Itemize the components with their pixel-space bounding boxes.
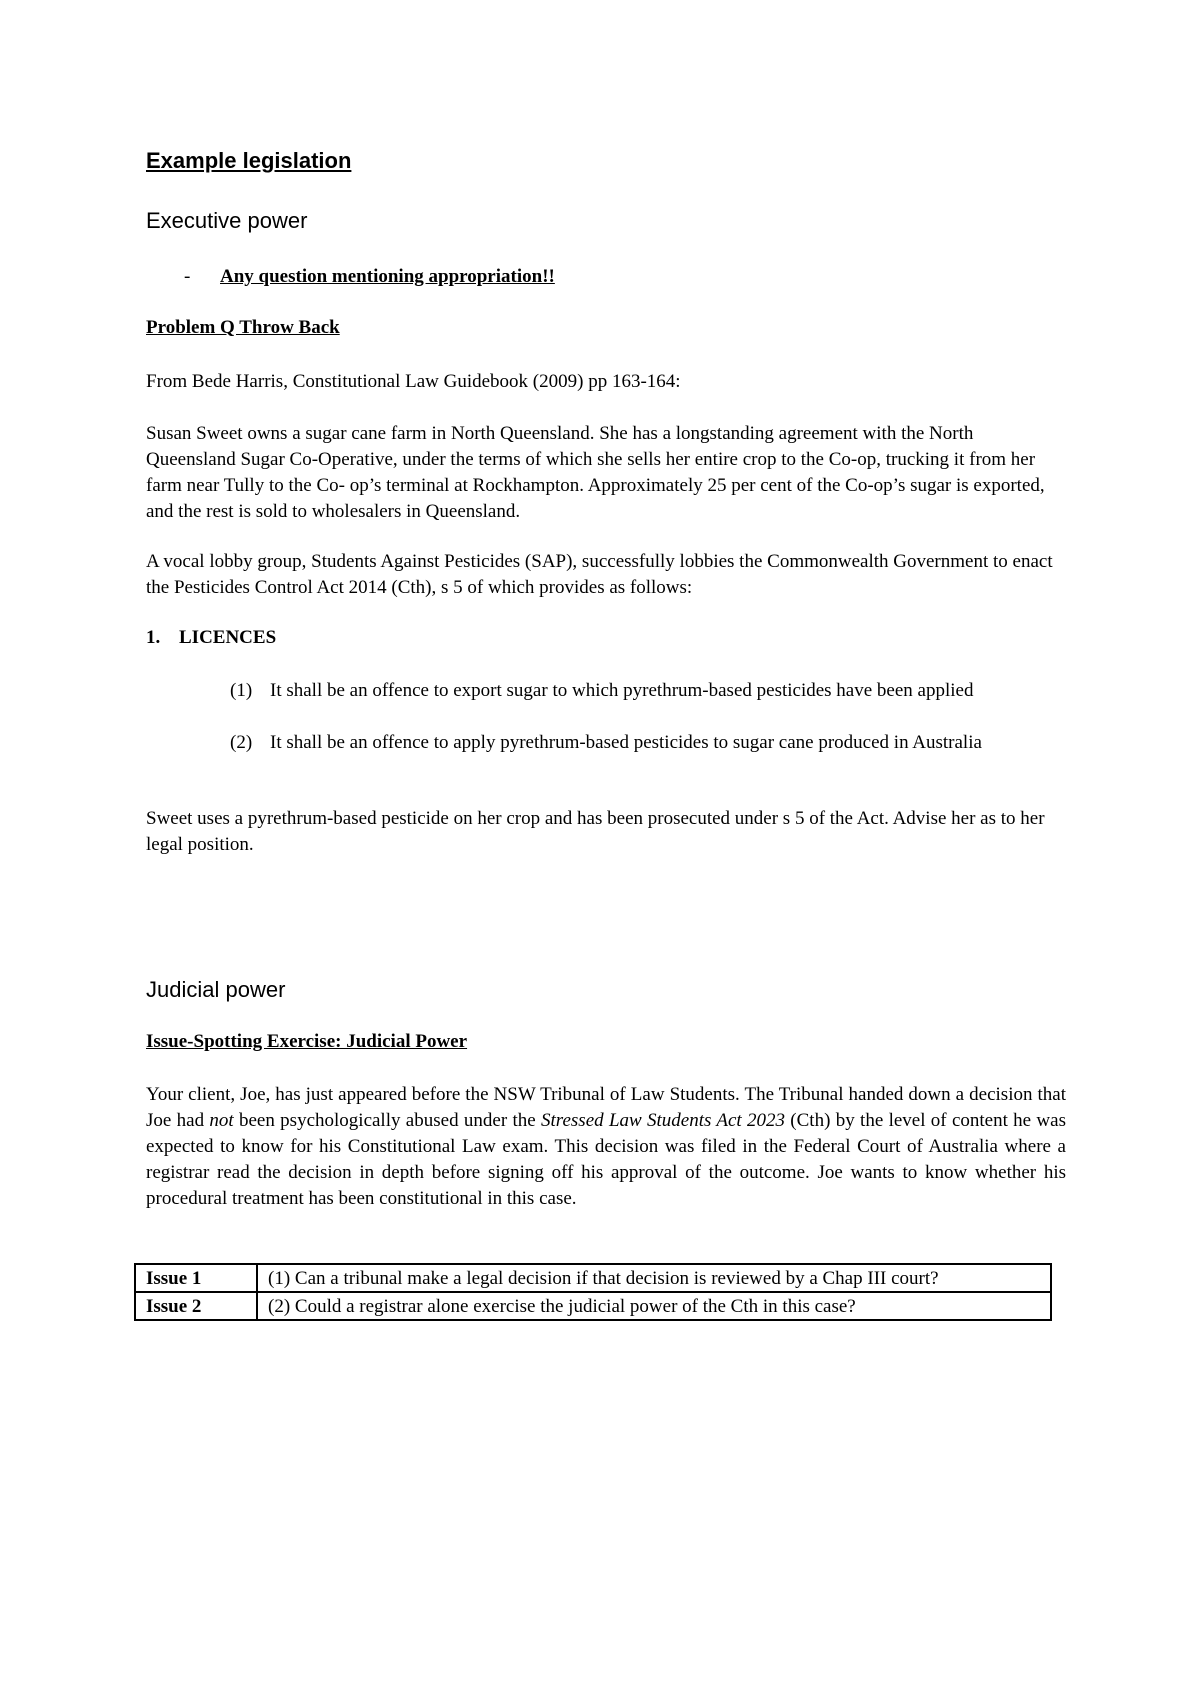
table-row bbox=[135, 1292, 1051, 1320]
issue-label: Issue 2 bbox=[135, 1292, 257, 1320]
problem-paragraph-2: A vocal lobby group, Students Against Pesticides (SAP), successfully lobbies the Commonwealth Government to enact the Pesticides Control Act 2014 (Cth), s 5 of which provides as follows: bbox=[146, 551, 1053, 598]
bullet-dash: - bbox=[184, 266, 191, 287]
subitem-number: (1) bbox=[230, 680, 253, 701]
issue-text: (1) Can a tribunal make a legal decision if that decision is reviewed by a Chap III court? bbox=[257, 1264, 1051, 1292]
paragraph-text: (Cth) by the level of content he was expected to know for his Constitutional Law exam. This decision was filed in the Federal Court of Australia where a registrar read the decision in depth before signing off his approval of the outcome. Joe wants to know whether his procedural treatment has been constitutional in this case. bbox=[146, 1110, 1066, 1209]
exercise-paragraph bbox=[146, 1082, 1066, 1212]
issue-text: (2) Could a registrar alone exercise the judicial power of the Cth in this case? bbox=[257, 1292, 1051, 1320]
appropriation-note: Any question mentioning appropriation!! bbox=[220, 266, 555, 287]
table-row bbox=[135, 1264, 1051, 1292]
licences-number: 1. bbox=[146, 627, 161, 648]
judicial-power-heading: Judicial power bbox=[146, 977, 286, 1002]
licences-title: LICENCES bbox=[179, 627, 277, 648]
document-title: Example legislation bbox=[146, 148, 352, 173]
exercise-heading: Issue-Spotting Exercise: Judicial Power bbox=[146, 1031, 468, 1052]
executive-power-heading: Executive power bbox=[146, 208, 308, 233]
subitem-number: (2) bbox=[230, 732, 253, 753]
problem-paragraph-3: Sweet uses a pyrethrum-based pesticide on her crop and has been prosecuted under s 5 of the Act. Advise her as to her legal position. bbox=[146, 808, 1045, 855]
subitem-text: It shall be an offence to export sugar to which pyrethrum-based pesticides have been applied bbox=[270, 680, 974, 701]
problem-paragraph-1: Susan Sweet owns a sugar cane farm in North Queensland. She has a longstanding agreement with the North Queensland Sugar Co-Operative, under the terms of which she sells her entire crop to the Co-op, trucking it from her farm near Tully to the Co- op’s terminal at Rockhampton. Approximately 25 per cent of the Co-op’s sugar is exported, and the rest is sold to wholesalers in Queensland. bbox=[146, 423, 1045, 522]
paragraph-text: Your client, Joe, has just appeared before the NSW Tribunal of Law Students. The Tribunal handed down a decision that Joe had bbox=[146, 1084, 1066, 1131]
paragraph-text: been psychologically abused under the bbox=[233, 1110, 541, 1131]
problem-heading: Problem Q Throw Back bbox=[146, 317, 340, 338]
issue-label: Issue 1 bbox=[135, 1264, 257, 1292]
subitem-text: It shall be an offence to apply pyrethrum-based pesticides to sugar cane produced in Australia bbox=[270, 732, 982, 753]
licences-heading bbox=[146, 627, 276, 649]
source-line: From Bede Harris, Constitutional Law Guidebook (2009) pp 163-164: bbox=[146, 371, 681, 392]
issues-table bbox=[134, 1263, 1052, 1321]
act-title: Stressed Law Students Act 2023 bbox=[541, 1110, 785, 1131]
paragraph-emphasis: not bbox=[209, 1110, 234, 1131]
